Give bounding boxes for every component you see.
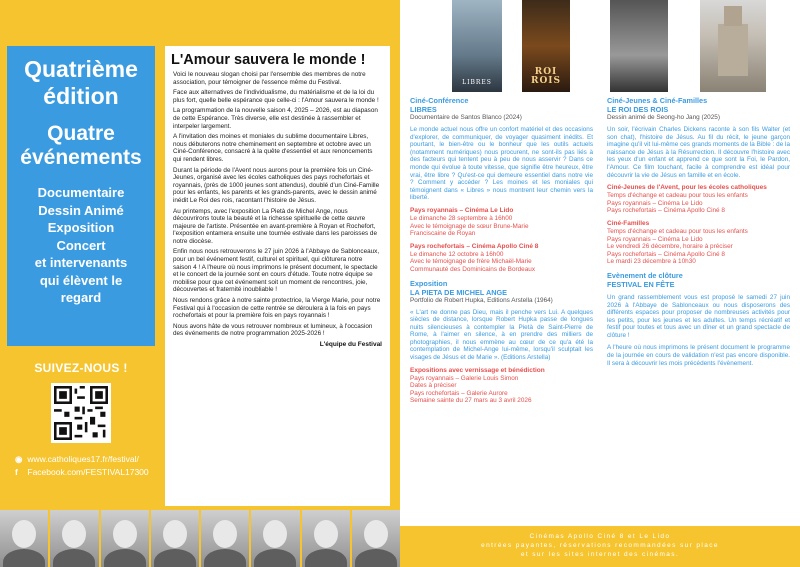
poster-pieta bbox=[610, 0, 668, 92]
globe-icon: ◉ bbox=[15, 454, 23, 464]
conf-heading: Ciné-Conférence bbox=[410, 96, 469, 105]
article-paragraph: La programmation de la nouvelle saison 4, 2025 – 2026, est au diapason de cette Espérance. Très diverse, elle est destinée à rassembler et interpeler largement. bbox=[173, 107, 378, 130]
program-item: regard bbox=[60, 290, 102, 305]
team-photos bbox=[0, 510, 400, 567]
avent-line: Temps d'échange et cadeau pour tous les enfants bbox=[607, 192, 748, 200]
avent-heading: Ciné-Jeunes de l'Avent, pour les écoles catholiques bbox=[607, 184, 767, 192]
column-right bbox=[607, 96, 790, 372]
footer-line1: Cinémas Apollo Ciné 8 et Le Lido bbox=[529, 533, 671, 540]
article-paragraph: Au printemps, avec l'exposition La Pietà de Michel Ange, nous découvrirons toute la beauté et la richesse spirituelle de cette œuvre majeure de l'artiste. Présentée en avant-première à Royan et Rochefort, l'exposition entamera ensuite une tournée estivale dans les paroisses de notre diocèse. bbox=[173, 207, 377, 245]
team-photo bbox=[101, 510, 149, 567]
team-photo bbox=[201, 510, 249, 567]
article-paragraph: A l'invitation des moines et moniales du sublime documentaire Libres, nous débuterons notre cheminement en septembre et octobre avec un Ciné-Conférence, consacré à la quête d'essentiel et aux renoncements qui rendent libres. bbox=[173, 133, 373, 163]
follow-heading: SUIVEZ-NOUS ! bbox=[34, 361, 128, 375]
fam-line: Le vendredi 26 décembre, horaire à préciser bbox=[607, 243, 733, 251]
abbey-shape bbox=[718, 24, 748, 76]
avent-line: Pays rochefortais – Cinéma Apollo Ciné 8 bbox=[607, 207, 725, 215]
program-item: et intervenants bbox=[34, 255, 128, 270]
fam-heading: Ciné-Familles bbox=[607, 219, 650, 227]
program-item: Concert bbox=[56, 237, 106, 253]
cj-heading: Ciné-Jeunes & Ciné-Familles bbox=[607, 96, 708, 105]
royan-heading: Pays royannais – Cinéma Le Lido bbox=[410, 206, 514, 214]
links bbox=[15, 453, 149, 479]
royan-line: Franciscaine de Royan bbox=[410, 230, 476, 238]
vern-line: Pays rochefortais – Galerie Aurore bbox=[410, 389, 508, 397]
edition-panel bbox=[7, 46, 155, 346]
edition-line2: édition bbox=[43, 83, 119, 109]
conf-subtitle: Documentaire de Santos Blanco (2024) bbox=[410, 114, 522, 121]
fam-line: Temps d'échange et cadeau pour tous les enfants bbox=[607, 227, 748, 235]
close-heading: Evènement de clôture bbox=[607, 270, 683, 280]
poster-libres-title: LIBRES bbox=[462, 79, 492, 86]
column-left bbox=[410, 96, 593, 405]
team-photo bbox=[0, 510, 48, 567]
fam-line: Le mardi 23 décembre à 10h30 bbox=[607, 258, 696, 266]
fam-line: Pays rochefortais – Cinéma Apollo Ciné 8 bbox=[607, 250, 725, 258]
poster-roi-title bbox=[522, 68, 570, 86]
article bbox=[165, 46, 390, 506]
vern-line: Pays royannais – Galerie Louis Simon bbox=[410, 374, 519, 382]
roch-line: Avec le témoignage de frère Michaël-Marie bbox=[410, 258, 532, 266]
poster-roi-line2: ROIS bbox=[530, 76, 562, 86]
program-item: Documentaire bbox=[37, 185, 125, 200]
qr-code[interactable] bbox=[51, 383, 111, 443]
article-title: L'Amour sauvera le monde ! bbox=[171, 52, 366, 68]
fam-line: Pays royannais – Cinéma Le Lido bbox=[607, 235, 703, 243]
expo-subtitle: Portfolio de Robert Hupka, Editions Arstella (1964) bbox=[410, 296, 553, 304]
close-body-2: A l'heure où nous imprimons le présent document le programme de la journée en cours de validation n'est pas encore disponible. Il sera à découvrir les mois précédents l'évènement. bbox=[607, 344, 790, 367]
expo-title: LA PIETA DE MICHEL ANGE bbox=[410, 287, 508, 297]
team-photo bbox=[302, 510, 350, 567]
expo-body: « L'art ne donne pas Dieu, mais il penche vers Lui. A quelques siècles de distance, lorsque Robert Hupka passe de longues nuits silencieuses à contempler la Pietà de Saint-Pierre de Rome, à l'aimer en silence, à en prendre des milliers de photographies, il nous emmène au cœur de ce qu'a été la contemplation de Michel-Ange lui-même, lorsqu'il sculptait les visages de Jésus et de Marie ». (Editions Arstella) bbox=[410, 308, 593, 362]
team-photo bbox=[251, 510, 299, 567]
edition-line1: Quatrième bbox=[24, 56, 138, 82]
conf-title: LIBRES bbox=[410, 105, 437, 114]
roch-line: Communauté des Dominicains de Bordeaux bbox=[410, 265, 536, 273]
close-title: FESTIVAL EN FÊTE bbox=[607, 279, 675, 289]
posters bbox=[400, 0, 800, 92]
vern-line: Dates à préciser bbox=[410, 382, 457, 390]
qr-icon bbox=[54, 386, 108, 440]
vern-heading: Expositions avec vernissage et bénédiction bbox=[410, 366, 545, 374]
program-item: qui élèvent le bbox=[39, 272, 123, 288]
close-body: Un grand rassemblement vous est proposé le samedi 27 juin 2026 à l'Abbaye de Sablonceaux ou nous disposerons des différents espaces pour proposer de nombreuses activités pour les petits, pour les jeunes et les adultes. Un temps récréatif et festif pour toutes et tous avec un dîner et un grand spectacle de clôture ! bbox=[607, 293, 790, 339]
cj-subtitle: Dessin animé de Seong-ho Jang (2025) bbox=[607, 114, 720, 121]
article-paragraph: Face aux alternatives de l'individualisme, du matérialisme et de la loi du plus fort, quelle belle espérance que celle-ci : l'Amour sauvera le monde ! bbox=[173, 89, 379, 104]
website-link[interactable] bbox=[15, 453, 149, 466]
cj-title: LE ROI DES ROIS bbox=[607, 105, 669, 114]
poster-roi-des-rois bbox=[522, 0, 570, 92]
footer-line3: et sur les sites internet des cinémas. bbox=[520, 551, 680, 558]
article-paragraph: Voici le nouveau slogan choisi par l'ensemble des membres de notre association, pour témoigner de l'essence même du Festival. bbox=[173, 71, 366, 86]
facebook-icon: f bbox=[15, 467, 18, 477]
royan-line: Avec le témoignage de sœur Brune-Marie bbox=[410, 222, 529, 230]
facebook-link[interactable] bbox=[15, 466, 149, 479]
facebook-text: Facebook.com/FESTIVAL17300 bbox=[27, 467, 149, 477]
signature: L'équipe du Festival bbox=[319, 341, 382, 348]
poster-roi-line1: ROI bbox=[534, 67, 558, 77]
footer bbox=[400, 526, 800, 567]
roch-heading: Pays rochefortais – Cinéma Apollo Ciné 8 bbox=[410, 242, 539, 250]
expo-heading: Exposition bbox=[410, 278, 448, 288]
roch-line: Le dimanche 12 octobre à 16h00 bbox=[410, 250, 504, 258]
footer-line2: entrées payantes, réservations recommandées sur place bbox=[481, 542, 719, 549]
cj-body: Un soir, l'écrivain Charles Dickens raconte à son fils Walter (et son chat), l'histoire de Jésus. Au fil du récit, le jeune garçon imagine qu'il vit lui-même ces grands moments de la Bible : de la naissance de Jésus à la Résurrection. Il découvre l'histoire avec les yeux d'un enfant et apprend ce que sont la Foi, le Pardon, l'Amour. Ce film touchant, facile à comprendre est idéal pour découvrir la vie de Jésus en famille et en école. bbox=[607, 126, 790, 179]
article-paragraph: Nous avons hâte de vous retrouver nombreux et lumineux, à l'occasion des événements de notre programmation 2025-2026 ! bbox=[173, 322, 373, 338]
poster-abbaye bbox=[700, 0, 766, 92]
follow-section bbox=[7, 346, 155, 506]
article-paragraph: Durant la période de l'Avent nous aurons pour la première fois un Ciné-Jeunes, organisé avec les écoles catholiques des pays rochefortais et royannais, (près de 1000 jeunes sont attendus), doublé d'un Ciné-Famille pour les enfants, les parents et les grands-parents, avec le dessin animé inédit Le Roi des rois, racontant l'histoire de Jésus. bbox=[173, 166, 380, 204]
vern-line: Semaine sainte du 27 mars au 3 avril 2026 bbox=[410, 397, 532, 405]
program-item: Exposition bbox=[47, 220, 115, 235]
right-page bbox=[400, 0, 800, 567]
team-photo bbox=[352, 510, 400, 567]
website-text: www.catholiques17.fr/festival/ bbox=[27, 454, 139, 464]
team-photo bbox=[151, 510, 199, 567]
conf-body: Le monde actuel nous offre un confort matériel et des occasions d'explorer, de communiquer, de voyager quasiment inédits. Et pourtant, le bien-être ou le bonheur que les outils actuels (notamment numériques) nous procurent, ne sont-ils pas liés à des facteurs qui tentent peu à peu de nous asservir ? Dans ce monde qui évolue à toute vitesse, que signifie être heureux, être vrai, être libre ? Qu'est-ce qui demeure essentiel dans notre vie ? Comment y accéder ? Les moines et les moniales qui témoignent dans « Libres » nous montrent leur chemin vers la liberté. bbox=[410, 126, 593, 202]
program-item: Dessin Animé bbox=[38, 202, 124, 218]
team-photo bbox=[50, 510, 98, 567]
avent-line: Pays royannais – Cinéma Le Lido bbox=[607, 199, 703, 207]
article-paragraph: Enfin nous nous retrouverons le 27 juin 2026 à l'Abbaye de Sablonceaux, pour un bel événement festif, culturel et spirituel, qui clôturera notre saison 4 ! A l'heure où nous imprimons le présent document, le spectacle et le concert de la journée sont en cours d'étude. Toute notre équipe se mobilise pour que cet événement soit un moment de rencontres, joie, découvertes et fraternité inoubliable ! bbox=[173, 248, 380, 294]
royan-line: Le dimanche 28 septembre à 16h00 bbox=[410, 214, 513, 222]
events-line2: événements bbox=[20, 146, 142, 169]
article-paragraph: Nous rendons grâce à notre sainte protectrice, la Vierge Marie, pour notre Festival qui à l'occasion de cette rentrée se déroulera à la fois en pays rochefortais et pour la première fois en pays royannais ! bbox=[173, 297, 381, 320]
events-line1: Quatre bbox=[47, 122, 115, 145]
poster-libres bbox=[452, 0, 502, 92]
